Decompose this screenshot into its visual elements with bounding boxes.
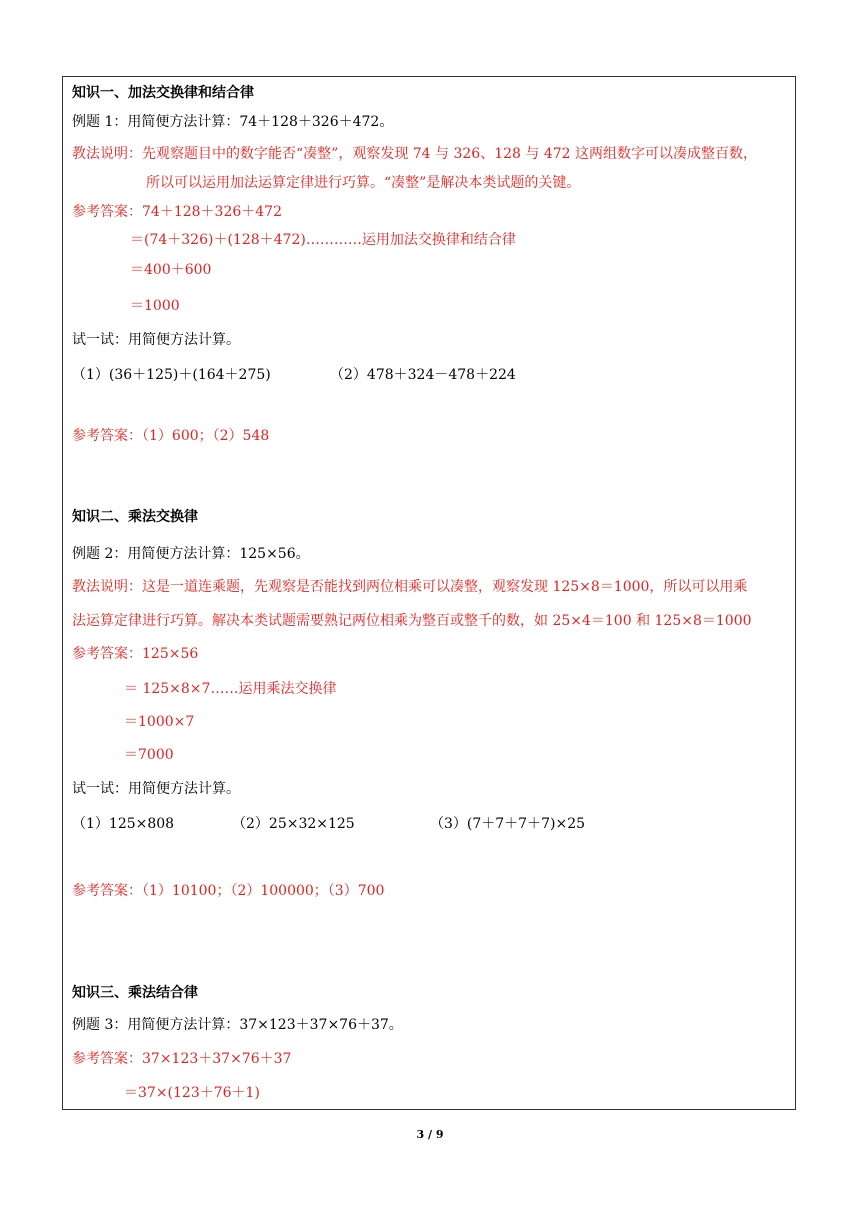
answer-3-line-2: ＝37×(123＋76＋1) [124,1085,260,1101]
practice-1-label: 试一试：用简便方法计算。 [72,332,240,348]
practice-2-answer: 参考答案：（1）10100；（2）100000；（3）700 [72,883,385,899]
practice-2-item-1: （1）125×808 [72,816,175,832]
practice-2-item-3: （3）(7＋7＋7＋7)×25 [430,816,586,832]
practice-2-label: 试一试：用简便方法计算。 [72,781,240,797]
explanation-2-line-2: 法运算定律进行巧算。解决本类试题需要熟记两位相乘为整百或整千的数，如 25×4＝100 和 125×8＝1000 [72,613,752,629]
answer-1-line-1: 参考答案：74＋128＋326＋472 [72,204,282,220]
explanation-2-line-1: 教法说明：这是一道连乘题，先观察是否能找到两位相乘可以凑整，观察发现 125×8＝1000，所以可以用乘 [72,579,748,595]
practice-1-answer: 参考答案：（1）600；（2）548 [72,428,270,444]
explanation-1-line-2: 所以可以运用加法运算定律进行巧算。“凑整”是解决本类试题的关键。 [146,175,581,191]
section-3-title: 知识三、乘法结合律 [72,985,198,1001]
answer-2-line-3: ＝1000×7 [124,714,195,730]
section-1-title: 知识一、加法交换律和结合律 [72,85,254,101]
answer-1-line-4: ＝1000 [130,298,180,314]
practice-2-item-2: （2）25×32×125 [232,816,355,832]
example-3: 例题 3：用简便方法计算：37×123＋37×76＋37。 [72,1017,403,1033]
example-2: 例题 2：用简便方法计算：125×56。 [72,546,310,562]
answer-1-line-3: ＝400＋600 [130,262,212,278]
answer-2-line-4: ＝7000 [124,747,174,763]
answer-1-line-2: ＝(74＋326)＋(128＋472)…………运用加法交换律和结合律 [130,232,516,248]
explanation-1-line-1: 教法说明：先观察题目中的数字能否“凑整”，观察发现 74 与 326、128 与 472 这两组数字可以凑成整百数， [72,146,757,162]
answer-2-line-2: ＝ 125×8×7……运用乘法交换律 [124,681,337,697]
practice-1-item-2: （2）478＋324－478＋224 [330,367,516,383]
answer-2-line-1: 参考答案：125×56 [72,646,199,662]
practice-1-item-1: （1）(36＋125)＋(164＋275) [72,367,271,383]
example-1: 例题 1：用简便方法计算：74＋128＋326＋472。 [72,114,394,130]
answer-3-line-1: 参考答案：37×123＋37×76＋37 [72,1051,292,1067]
page-number: 3 / 9 [416,1128,444,1141]
section-2-title: 知识二、乘法交换律 [72,509,198,525]
